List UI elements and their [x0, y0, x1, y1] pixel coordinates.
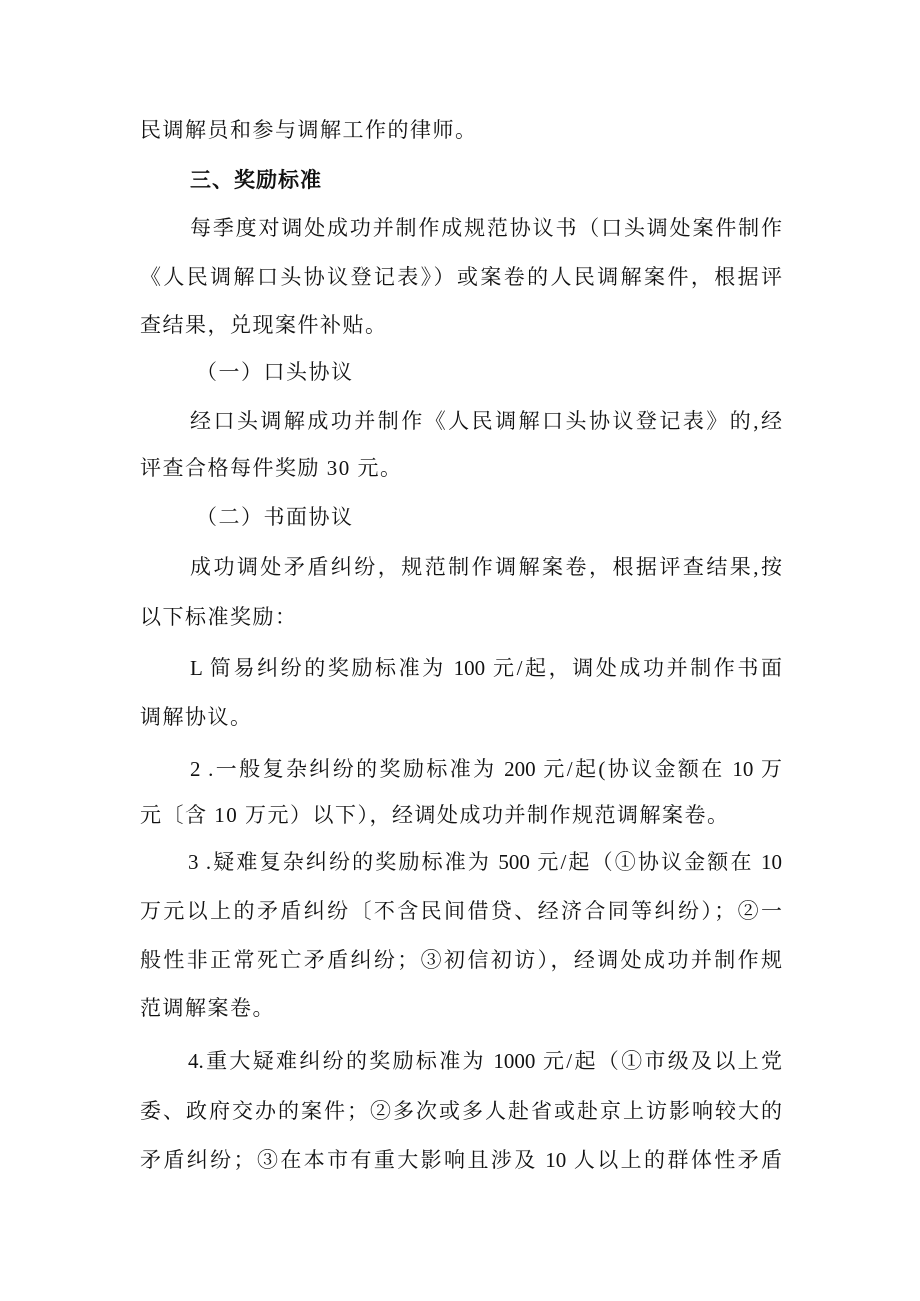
body-line: 民调解员和参与调解工作的律师。: [140, 118, 478, 142]
list-item-line: 调解协议。: [140, 705, 253, 729]
body-line: 查结果，兑现案件补贴。: [140, 313, 388, 337]
body-line: 《人民调解口头协议登记表》）或案卷的人民调解案件，根据评: [140, 265, 782, 289]
body-line: 每季度对调处成功并制作成规范协议书（口头调处案件制作: [190, 216, 782, 240]
list-item-line: 元〔含 10 万元）以下），经调处成功并制作规范调解案卷。: [140, 803, 730, 827]
body-line: 经口头调解成功并制作《人民调解口头协议登记表》的,经: [190, 409, 782, 433]
list-item-line: 4.重大疑难纠纷的奖励标准为 1000 元/起（①市级及以上党: [188, 1049, 782, 1073]
body-line: 成功调处矛盾纠纷，规范制作调解案卷，根据评查结果,按: [190, 555, 782, 579]
list-item-line: 般性非正常死亡矛盾纠纷；③初信初访），经调处成功并制作规: [140, 948, 782, 972]
subsection-heading: （二）书面协议: [196, 505, 354, 529]
list-item-line: L 简易纠纷的奖励标准为 100 元/起，调处成功并制作书面: [190, 656, 782, 680]
list-item-line: 万元以上的矛盾纠纷〔不含民间借贷、经济合同等纠纷）；②一: [140, 899, 782, 923]
section-heading: 三、奖励标准: [190, 168, 322, 192]
list-item-line: 矛盾纠纷；③在本市有重大影响且涉及 10 人以上的群体性矛盾: [140, 1148, 782, 1172]
subsection-heading: （一）口头协议: [196, 360, 354, 384]
body-line: 以下标准奖励：: [140, 605, 298, 629]
list-item-line: 2 .一般复杂纠纷的奖励标准为 200 元/起(协议金额在 10 万: [190, 757, 782, 781]
list-item-line: 委、政府交办的案件；②多次或多人赴省或赴京上访影响较大的: [140, 1099, 782, 1123]
list-item-line: 3 .疑难复杂纠纷的奖励标准为 500 元/起（①协议金额在 10: [188, 850, 782, 874]
body-line: 评查合格每件奖励 30 元。: [140, 456, 403, 480]
list-item-line: 范调解案卷。: [140, 996, 275, 1020]
